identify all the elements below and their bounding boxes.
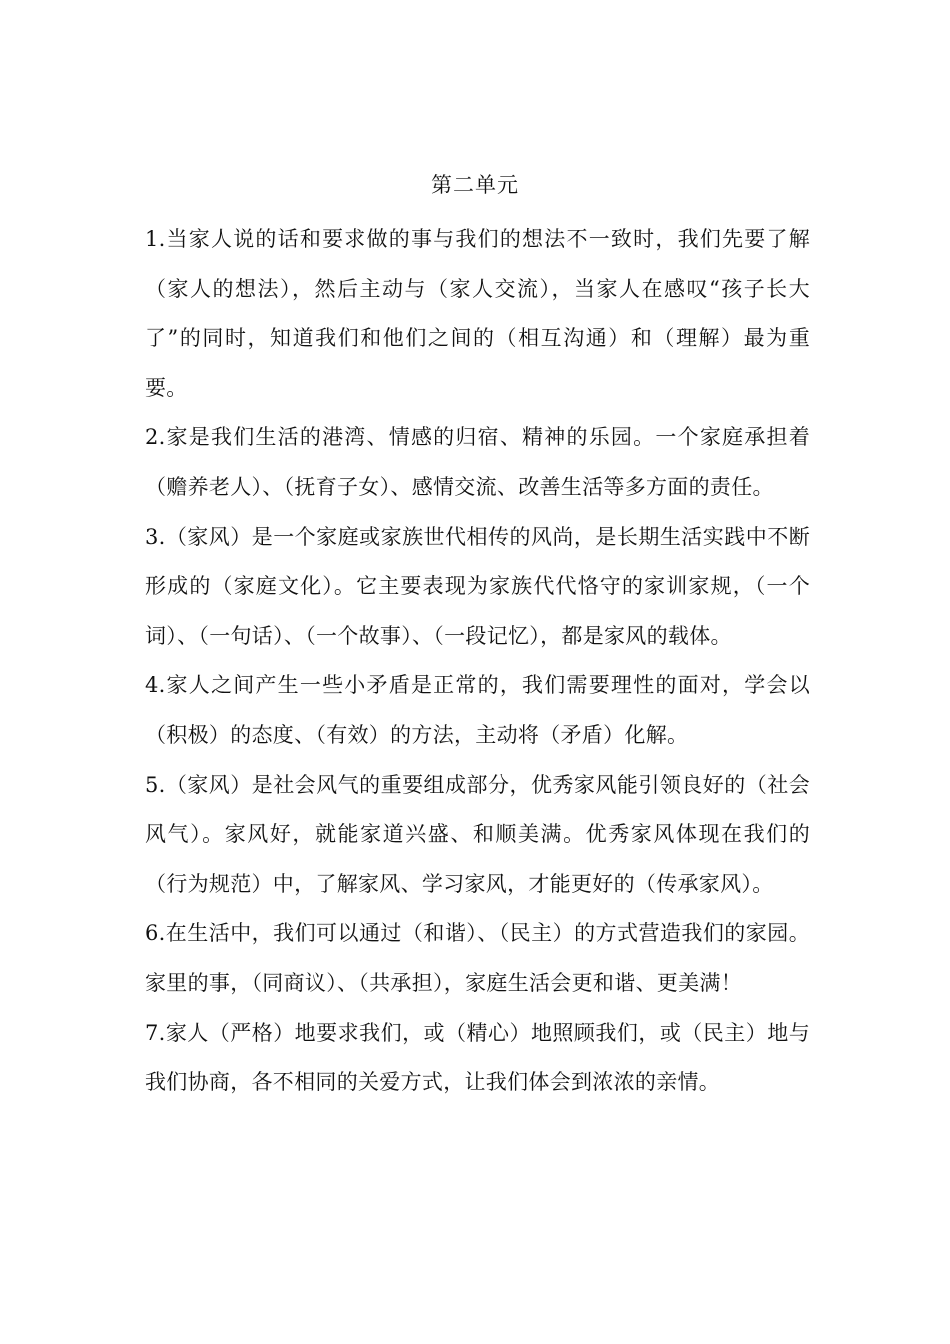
paragraph-7: 7.家人（严格）地要求我们，或（精心）地照顾我们，或（民主）地与我们协商，各不相同的关爱方式，让我们体会到浓浓的亲情。 — [145, 1020, 810, 1095]
paragraph-4: 4.家人之间产生一些小矛盾是正常的，我们需要理性的面对，学会以（积极）的态度、（有效）的方法，主动将（矛盾）化解。 — [145, 673, 810, 747]
document-body — [145, 215, 810, 1108]
paragraph-2: 2.家是我们生活的港湾、情感的归宿、精神的乐园。一个家庭承担着（赡养老人）、（抚育子女）、感情交流、改善生活等多方面的责任。 — [145, 425, 810, 499]
page-title: 第二单元 — [431, 173, 519, 197]
paragraph-1: 1.当家人说的话和要求做的事与我们的想法不一致时，我们先要了解（家人的想法），然后主动与（家人交流），当家人在感叹“孩子长大了”的同时，知道我们和他们之间的（相互沟通）和（理解）最为重要。 — [145, 227, 810, 400]
paragraph-5: 5.（家风）是社会风气的重要组成部分，优秀家风能引领良好的（社会风气）。家风好，就能家道兴盛、和顺美满。优秀家风体现在我们的（行为规范）中，了解家风、学习家风，才能更好的（传承家风）。 — [145, 772, 810, 896]
paragraph-3: 3.（家风）是一个家庭或家族世代相传的风尚，是长期生活实践中不断形成的（家庭文化）。它主要表现为家族代代恪守的家训家规，（一个词）、（一句话）、（一个故事）、（一段记忆），都是家风的载体。 — [145, 524, 810, 648]
paragraph-6: 6.在生活中，我们可以通过（和谐）、（民主）的方式营造我们的家园。家里的事，（同商议）、（共承担），家庭生活会更和谐、更美满！ — [145, 921, 810, 995]
